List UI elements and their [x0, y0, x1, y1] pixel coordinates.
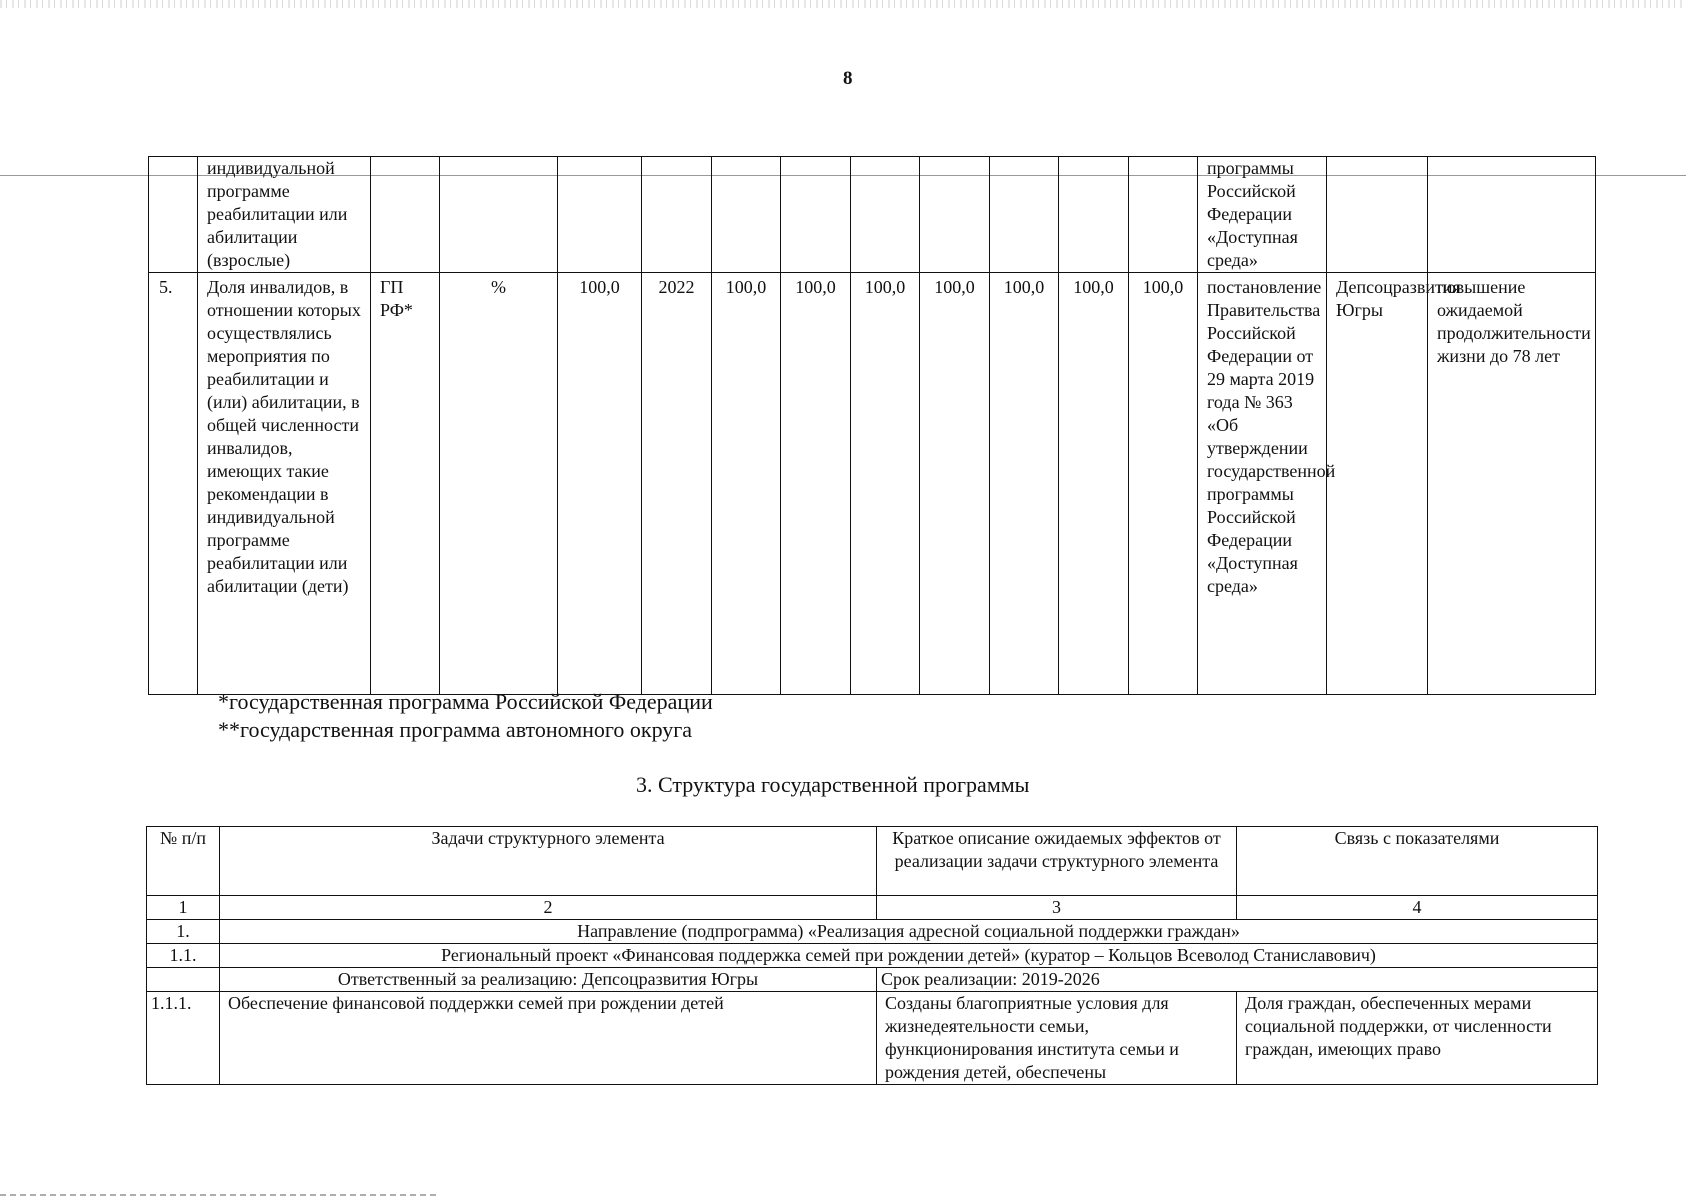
value-cell: 100,0 — [920, 273, 990, 695]
project-row — [147, 944, 1598, 968]
task-cell: Обеспечение финансовой поддержки семей при рождении детей — [220, 992, 877, 1085]
row-number: 1.1. — [147, 944, 220, 968]
column-index: 4 — [1237, 896, 1598, 920]
footnote: *государственная программа Российской Федерации — [218, 689, 713, 714]
value-cell: 100,0 — [851, 273, 920, 695]
project-title: Региональный проект «Финансовая поддержка семей при рождении детей» (куратор – Кольцов Всеволод Станиславович) — [220, 944, 1598, 968]
column-index: 2 — [220, 896, 877, 920]
scan-edge-bottom — [0, 1194, 440, 1196]
row-number: 5. — [149, 273, 198, 695]
responsible-row — [147, 968, 1598, 992]
table-header-row — [147, 827, 1598, 896]
basis-cell: программы Российской Федерации «Доступная среда» — [1198, 157, 1327, 273]
basis-cell: постановление Правительства Российской Федерации от 29 марта 2019 года № 363 «Об утверждении государственной программы Российской Федерации «Доступная среда» — [1198, 273, 1327, 695]
value-cell: 100,0 — [781, 273, 851, 695]
column-index-row — [147, 896, 1598, 920]
column-index: 3 — [877, 896, 1237, 920]
effect-cell: Созданы благоприятные условия для жизнедеятельности семьи, функционирования института семьи и рождения детей, обеспечены — [877, 992, 1237, 1085]
header-effects: Краткое описание ожидаемых эффектов от реализации задачи структурного элемента — [877, 827, 1237, 896]
base-value-cell: 100,0 — [558, 273, 642, 695]
value-cell: 100,0 — [990, 273, 1059, 695]
task-row — [147, 992, 1598, 1085]
responsible-cell: Депсоцразвития Югры — [1327, 273, 1428, 695]
structure-table — [146, 826, 1598, 1085]
footnote: **государственная программа автономного округа — [218, 717, 693, 742]
footnotes — [218, 688, 713, 744]
indicator-link-cell: Доля граждан, обеспеченных мерами социальной поддержки, от численности граждан, имеющих право — [1237, 992, 1598, 1085]
indicator-cell: индивидуальной программе реабилитации или абилитации (взрослые) — [198, 157, 371, 273]
header-tasks: Задачи структурного элемента — [220, 827, 877, 896]
value-cell: 100,0 — [1059, 273, 1129, 695]
page-number: 8 — [843, 68, 853, 89]
responsible-cell: Ответственный за реализацию: Депсоцразвития Югры — [220, 968, 877, 992]
header-num: № п/п — [147, 827, 220, 896]
column-index: 1 — [147, 896, 220, 920]
unit-cell: % — [440, 273, 558, 695]
value-cell: 100,0 — [1129, 273, 1198, 695]
link-cell: повышение ожидаемой продолжительности жизни до 78 лет — [1428, 273, 1596, 695]
table-row — [149, 157, 1596, 273]
direction-row — [147, 920, 1598, 944]
scan-edge-top — [0, 0, 1686, 8]
indicator-cell: Доля инвалидов, в отношении которых осуществлялись мероприятия по реабилитации и (или) абилитации, в общей численности инвалидов, имеющих такие рекомендации в индивидуальной программе реабилитации или абилитации (дети) — [198, 273, 371, 695]
term-cell: Срок реализации: 2019-2026 — [877, 968, 1598, 992]
level-cell: ГП РФ* — [371, 273, 440, 695]
row-number: 1.1.1. — [147, 992, 220, 1085]
row-number: 1. — [147, 920, 220, 944]
direction-title: Направление (подпрограмма) «Реализация адресной социальной поддержки граждан» — [220, 920, 1598, 944]
base-year-cell: 2022 — [642, 273, 712, 695]
table-row — [149, 273, 1596, 695]
section-title: 3. Структура государственной программы — [636, 772, 1030, 797]
indicators-table — [148, 156, 1596, 695]
value-cell: 100,0 — [712, 273, 781, 695]
header-links: Связь с показателями — [1237, 827, 1598, 896]
